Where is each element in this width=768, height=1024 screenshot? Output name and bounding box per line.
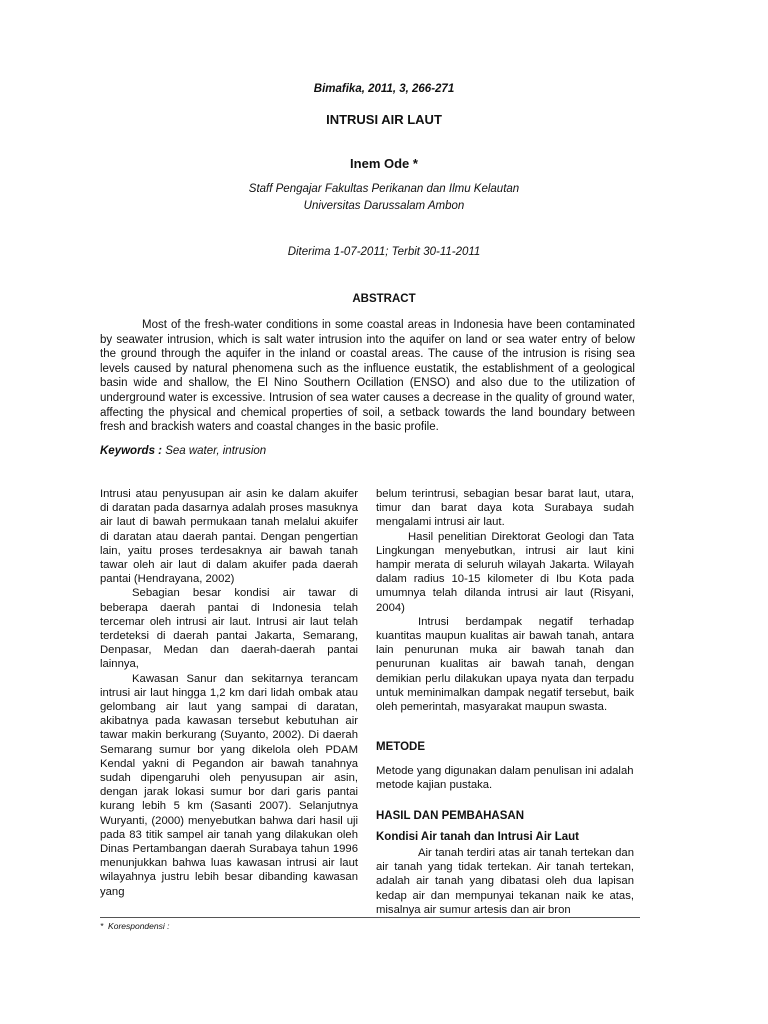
metode-heading: METODE <box>376 741 425 753</box>
keywords-line <box>100 445 266 457</box>
left-column <box>100 487 358 899</box>
left-paragraph-2: Sebagian besar kondisi air tawar di beberapa daerah pantai di Indonesia telah tercemar oleh intrusi air laut. Intrusi air laut telah terdeteksi di daerah pantai Jakarta, Semarang, Denpasar, Medan dan daerah-daerah pantai lainnya, <box>100 587 358 671</box>
kondisi-heading: Kondisi Air tanah dan Intrusi Air Laut <box>376 831 579 843</box>
affiliation-line-1: Staff Pengajar Fakultas Perikanan dan Ilmu Kelautan <box>248 183 520 195</box>
affiliation-line-2: Universitas Darussalam Ambon <box>303 200 465 212</box>
publication-dates: Diterima 1-07-2011; Terbit 30-11-2011 <box>287 246 481 258</box>
right-paragraph-2: Hasil penelitian Direktorat Geologi dan Tata Lingkungan menyebutkan, intrusi air laut kini hampir merata di seluruh wilayah Jakarta. Wilayah dalam radius 10-15 kilometer di Ibu Kota pada umumnya telah dilanda intrusi air laut (Risyani, 2004) <box>376 530 634 614</box>
footnote-text: Korespondensi : <box>108 921 170 931</box>
abstract-heading: ABSTRACT <box>352 293 416 305</box>
keywords-value: Sea water, intrusion <box>165 445 267 457</box>
journal-citation: Bimafika, 2011, 3, 266-271 <box>313 83 455 95</box>
footnote-divider <box>100 917 640 918</box>
right-paragraph-3: Intrusi berdampak negatif terhadap kuantitas maupun kualitas air bawah tanah, antara lain penurunan muka air bawah tanah dan penurunan kualitas air bawah tanah, dengan demikian perlu dilakukan upaya nyata dan terpadu untuk meminimalkan dampak negatif tersebut, baik oleh pemerintah, masyarakat maupun swasta. <box>376 615 634 714</box>
footnote-marker: * <box>100 921 104 931</box>
left-paragraph-3: Kawasan Sanur dan sekitarnya terancam intrusi air laut hingga 1,2 km dari lidah ombak atau gelombang air laut yang sampai di daratan, akibatnya pada kawasan tersebut kebutuhan air tawar makin berkurang (Suyanto, 2002). Di daerah Semarang sumur bor yang dikelola oleh PDAM Kendal yakni di Pegandon air bawah tanahnya sudah dipengaruhi oleh penyusupan air asin, dengan jarak lokasi sumur bor dari garis pantai kurang lebih 5 km (Sasanti 2007). Selanjutnya Wuryanti, (2000) menyebutkan bahwa dari hasil uji pada 83 titik sampel air tanah yang dilakukan oleh Dinas Pertambangan daerah Surabaya tahun 1996 menunjukkan bahwa luas kawasan intrusi air laut wilayahnya justru lebih besar dibanding kawasan yang <box>100 672 358 898</box>
footnote <box>100 921 169 931</box>
right-column <box>376 487 634 714</box>
left-paragraph-1: Intrusi atau penyusupan air asin ke dalam akuifer di daratan pada dasarnya adalah proses masuknya air laut di bawah permukaan tanah melalui akuifer di daratan atau daerah pantai. Dengan pengertian lain, yaitu proses terdesaknya air bawah tanah tawar oleh air laut di dalam akuifer pada daerah pantai (Hendrayana, 2002) <box>100 488 358 586</box>
right-paragraph-1: belum terintrusi, sebagian besar barat laut, utara, timur dan barat daya kota Surabaya sudah mengalami intrusi air laut. <box>376 488 634 529</box>
author-name: Inem Ode * <box>350 156 418 171</box>
metode-text: Metode yang digunakan dalam penulisan ini adalah metode kajian pustaka. <box>376 765 634 792</box>
paper-title: INTRUSI AIR LAUT <box>326 112 442 127</box>
kondisi-text: Air tanah terdiri atas air tanah tertekan dan air tanah yang tidak tertekan. Air tanah tertekan, adalah air tanah yang dibatasi oleh dua lapisan kedap air dan mempunyai tekanan naik ke atas, misalnya air sumur artesis dan air bron <box>376 847 634 916</box>
hasil-heading: HASIL DAN PEMBAHASAN <box>376 810 525 822</box>
keywords-label: Keywords : <box>100 445 162 457</box>
abstract-text: Most of the fresh-water conditions in some coastal areas in Indonesia have been contaminated by seawater intrusion, which is salt water intrusion into the aquifer on land or sea water entry of below the ground through the aquifer in the inland or coastal areas. The cause of the intrusion is rising sea levels caused by natural phenomena such as the influence eustatik, the establishment of a geological basin wide and shallow, the El Nino Southern Ocillation (ENSO) and also due to the utilization of underground water is excessive. Intrusion of sea water causes a decrease in the quality of ground water, affecting the physical and chemical properties of soil, a setback towards the land boundary between fresh and brackish waters and coastal changes in the basic profile. <box>100 319 635 434</box>
